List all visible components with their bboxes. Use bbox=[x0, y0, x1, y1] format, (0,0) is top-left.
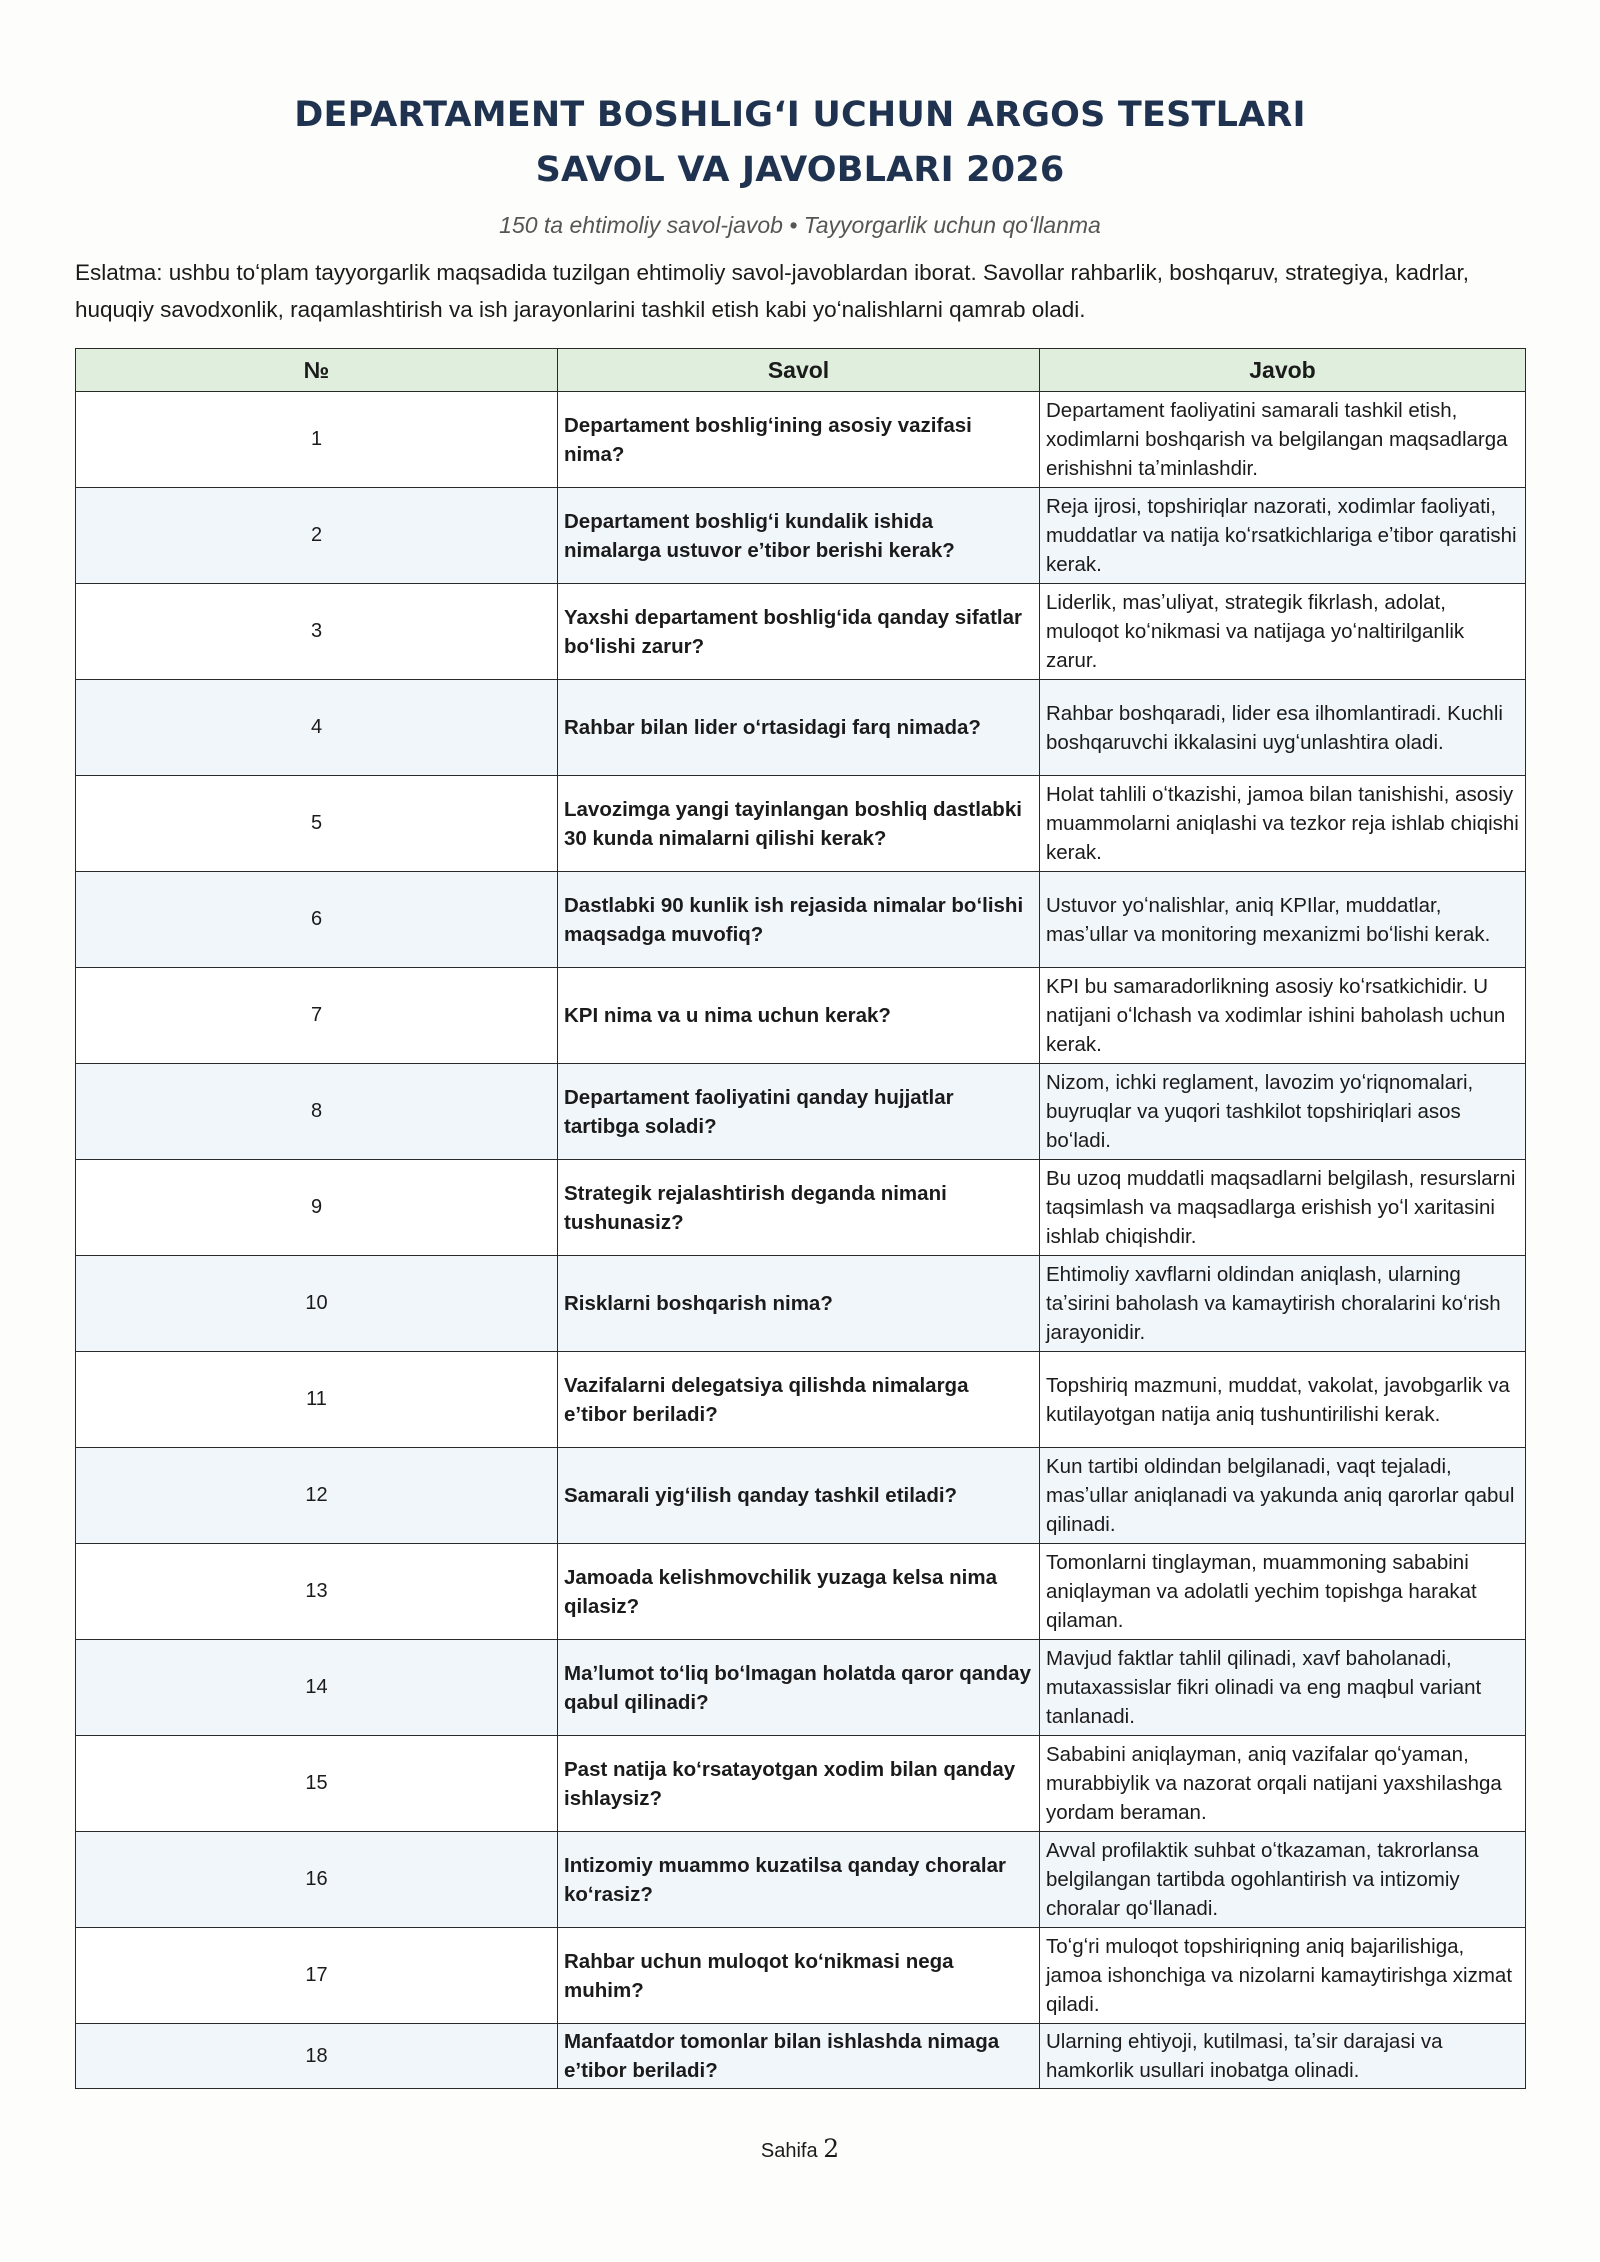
row-question: Manfaatdor tomonlar bilan ishlashda nimaga eʼtibor beriladi? bbox=[558, 2024, 1040, 2089]
title-line-2: SAVOL VA JAVOBLARI 2026 bbox=[535, 150, 1065, 190]
row-answer: Kun tartibi oldindan belgilanadi, vaqt tejaladi, masʼullar aniqlanadi va yakunda aniq qarorlar qabul qilinadi. bbox=[1040, 1448, 1526, 1544]
row-answer: Toʻgʻri muloqot topshiriqning aniq bajarilishiga, jamoa ishonchiga va nizolarni kamaytirishga xizmat qiladi. bbox=[1040, 1928, 1526, 2024]
row-answer: Ularning ehtiyoji, kutilmasi, taʼsir darajasi va hamkorlik usullari inobatga olinadi. bbox=[1040, 2024, 1526, 2089]
row-number: 14 bbox=[76, 1640, 558, 1736]
row-question: Risklarni boshqarish nima? bbox=[558, 1256, 1040, 1352]
row-question: Rahbar uchun muloqot koʻnikmasi nega muhim? bbox=[558, 1928, 1040, 2024]
row-question: Samarali yigʻilish qanday tashkil etiladi? bbox=[558, 1448, 1040, 1544]
row-answer: Reja ijrosi, topshiriqlar nazorati, xodimlar faoliyati, muddatlar va natija koʻrsatkichlariga eʼtibor qaratishi kerak. bbox=[1040, 488, 1526, 584]
table-row bbox=[76, 776, 1526, 872]
row-question: Departament boshligʻining asosiy vazifasi nima? bbox=[558, 392, 1040, 488]
table-row bbox=[76, 584, 1526, 680]
row-number: 12 bbox=[76, 1448, 558, 1544]
row-number: 6 bbox=[76, 872, 558, 968]
table-row bbox=[76, 1448, 1526, 1544]
row-question: Strategik rejalashtirish deganda nimani tushunasiz? bbox=[558, 1160, 1040, 1256]
row-number: 18 bbox=[76, 2024, 558, 2089]
header-question: Savol bbox=[558, 349, 1040, 392]
table-row bbox=[76, 2024, 1526, 2089]
table-row bbox=[76, 1256, 1526, 1352]
row-answer: Mavjud faktlar tahlil qilinadi, xavf baholanadi, mutaxassislar fikri olinadi va eng maqbul variant tanlanadi. bbox=[1040, 1640, 1526, 1736]
table-row bbox=[76, 1544, 1526, 1640]
row-number: 15 bbox=[76, 1736, 558, 1832]
row-question: Departament boshligʻi kundalik ishida nimalarga ustuvor eʼtibor berishi kerak? bbox=[558, 488, 1040, 584]
row-question: KPI nima va u nima uchun kerak? bbox=[558, 968, 1040, 1064]
qa-table bbox=[75, 348, 1526, 2089]
row-question: Departament faoliyatini qanday hujjatlar tartibga soladi? bbox=[558, 1064, 1040, 1160]
table-header-row bbox=[76, 349, 1526, 392]
row-answer: Liderlik, masʼuliyat, strategik fikrlash, adolat, muloqot koʻnikmasi va natijaga yoʻnaltirilganlik zarur. bbox=[1040, 584, 1526, 680]
row-number: 4 bbox=[76, 680, 558, 776]
row-answer: Bu uzoq muddatli maqsadlarni belgilash, resurslarni taqsimlash va maqsadlarga erishish yoʻl xaritasini ishlab chiqishdir. bbox=[1040, 1160, 1526, 1256]
table-row bbox=[76, 1640, 1526, 1736]
row-number: 11 bbox=[76, 1352, 558, 1448]
row-question: Dastlabki 90 kunlik ish rejasida nimalar boʻlishi maqsadga muvofiq? bbox=[558, 872, 1040, 968]
row-answer: Topshiriq mazmuni, muddat, vakolat, javobgarlik va kutilayotgan natija aniq tushuntirilishi kerak. bbox=[1040, 1352, 1526, 1448]
row-number: 5 bbox=[76, 776, 558, 872]
header-answer: Javob bbox=[1040, 349, 1526, 392]
row-answer: Departament faoliyatini samarali tashkil etish, xodimlarni boshqarish va belgilangan maqsadlarga erishishni taʼminlashdir. bbox=[1040, 392, 1526, 488]
row-answer: Ehtimoliy xavflarni oldindan aniqlash, ularning taʼsirini baholash va kamaytirish choralarini koʻrish jarayonidir. bbox=[1040, 1256, 1526, 1352]
row-number: 10 bbox=[76, 1256, 558, 1352]
row-question: Intizomiy muammo kuzatilsa qanday choralar koʻrasiz? bbox=[558, 1832, 1040, 1928]
row-question: Lavozimga yangi tayinlangan boshliq dastlabki 30 kunda nimalarni qilishi kerak? bbox=[558, 776, 1040, 872]
row-number: 16 bbox=[76, 1832, 558, 1928]
page-label: Sahifa bbox=[760, 2140, 818, 2162]
page-number: 2 bbox=[823, 2134, 840, 2163]
row-answer: Avval profilaktik suhbat oʻtkazaman, takrorlansa belgilangan tartibda ogohlantirish va intizomiy choralar qoʻllanadi. bbox=[1040, 1832, 1526, 1928]
row-number: 13 bbox=[76, 1544, 558, 1640]
table-row bbox=[76, 1064, 1526, 1160]
row-answer: Ustuvor yoʻnalishlar, aniq KPIlar, muddatlar, masʼullar va monitoring mexanizmi boʻlishi kerak. bbox=[1040, 872, 1526, 968]
row-question: Rahbar bilan lider oʻrtasidagi farq nimada? bbox=[558, 680, 1040, 776]
row-question: Jamoada kelishmovchilik yuzaga kelsa nima qilasiz? bbox=[558, 1544, 1040, 1640]
table-row bbox=[76, 1928, 1526, 2024]
table-row bbox=[76, 680, 1526, 776]
table-row bbox=[76, 392, 1526, 488]
title-line-1: DEPARTAMENT BOSHLIGʻI UCHUN ARGOS TESTLARI bbox=[294, 95, 1306, 135]
table-row bbox=[76, 1832, 1526, 1928]
document-subtitle: 150 ta ehtimoliy savol-javob • Tayyorgarlik uchun qoʻllanma bbox=[499, 212, 1101, 238]
document-page bbox=[75, 0, 1525, 2089]
row-question: Vazifalarni delegatsiya qilishda nimalarga eʼtibor beriladi? bbox=[558, 1352, 1040, 1448]
header-number: № bbox=[76, 349, 558, 392]
row-number: 1 bbox=[76, 392, 558, 488]
row-answer: Rahbar boshqaradi, lider esa ilhomlantiradi. Kuchli boshqaruvchi ikkalasini uygʻunlashtira oladi. bbox=[1040, 680, 1526, 776]
table-row bbox=[76, 1736, 1526, 1832]
row-number: 9 bbox=[76, 1160, 558, 1256]
row-answer: KPI bu samaradorlikning asosiy koʻrsatkichidir. U natijani oʻlchash va xodimlar ishini baholash uchun kerak. bbox=[1040, 968, 1526, 1064]
row-answer: Holat tahlili oʻtkazishi, jamoa bilan tanishishi, asosiy muammolarni aniqlashi va tezkor reja ishlab chiqishi kerak. bbox=[1040, 776, 1526, 872]
row-question: Past natija koʻrsatayotgan xodim bilan qanday ishlaysiz? bbox=[558, 1736, 1040, 1832]
row-number: 3 bbox=[76, 584, 558, 680]
table-row bbox=[76, 1352, 1526, 1448]
row-number: 7 bbox=[76, 968, 558, 1064]
row-answer: Nizom, ichki reglament, lavozim yoʻriqnomalari, buyruqlar va yuqori tashkilot topshiriqlari asos boʻladi. bbox=[1040, 1064, 1526, 1160]
row-question: Yaxshi departament boshligʻida qanday sifatlar boʻlishi zarur? bbox=[558, 584, 1040, 680]
page-footer bbox=[0, 2134, 1600, 2163]
document-note: Eslatma: ushbu toʻplam tayyorgarlik maqsadida tuzilgan ehtimoliy savol-javoblardan iborat. Savollar rahbarlik, boshqaruv, strategiya, kadrlar, huquqiy savodxonlik, raqamlashtirish va ish jarayonlarini tashkil etish kabi yoʻnalishlarni qamrab oladi. bbox=[75, 260, 1470, 322]
table-row bbox=[76, 488, 1526, 584]
row-number: 17 bbox=[76, 1928, 558, 2024]
row-answer: Tomonlarni tinglayman, muammoning sababini aniqlayman va adolatli yechim topishga harakat qilaman. bbox=[1040, 1544, 1526, 1640]
row-number: 2 bbox=[76, 488, 558, 584]
document-title bbox=[75, 88, 1525, 198]
row-answer: Sababini aniqlayman, aniq vazifalar qoʻyaman, murabbiylik va nazorat orqali natijani yaxshilashga yordam beraman. bbox=[1040, 1736, 1526, 1832]
table-row bbox=[76, 1160, 1526, 1256]
table-row bbox=[76, 968, 1526, 1064]
row-number: 8 bbox=[76, 1064, 558, 1160]
row-question: Maʼlumot toʻliq boʻlmagan holatda qaror qanday qabul qilinadi? bbox=[558, 1640, 1040, 1736]
table-body bbox=[76, 392, 1526, 2089]
table-row bbox=[76, 872, 1526, 968]
